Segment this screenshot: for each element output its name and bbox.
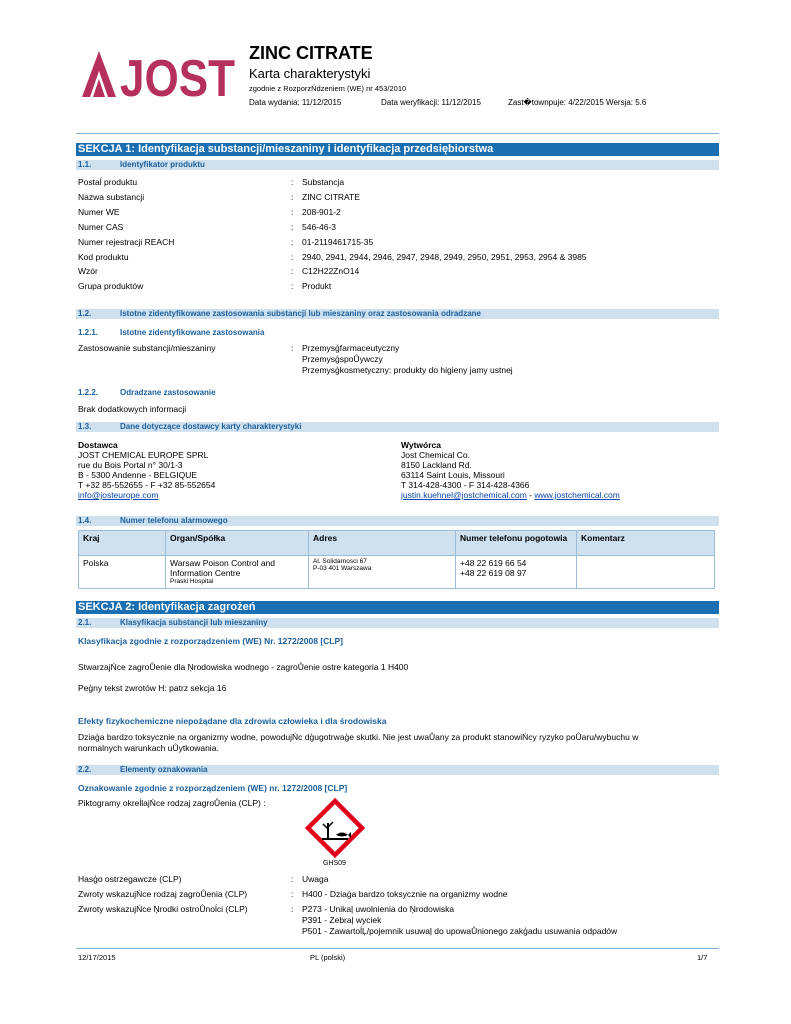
manufacturer-website-link[interactable]: www.jostchemical.com [534, 490, 620, 500]
document-subtitle: Karta charakterystyki [249, 66, 371, 81]
product-title: ZINC CITRATE [249, 43, 373, 63]
manufacturer-block: Wytwórca Jost Chemical Co. 8150 Lackland Rd. 63114 Saint Louis, Missouri T 314-428-4300 - F 314-428-4366 justin.kuehnel@jostchemical.com - www.jostchemical.com [401, 440, 620, 500]
footer-page: 1/7 [697, 953, 708, 962]
clp-classification-heading: Klasyfikacja zgodnie z rozporządzeniem (WE) Nr. 1272/2008 [CLP] [78, 636, 343, 646]
label-heading: Oznakowanie zgodnie z rozporządzeniem (WE) nr. 1272/2008 [CLP] [78, 783, 348, 793]
issue-date: Data wydania: 11/12/2015 [249, 98, 342, 107]
header-divider [76, 133, 719, 134]
footer-date: 12/17/2015 [78, 953, 116, 962]
subsection-1-3: 1.3. Dane dotyczące dostawcy karty charakterystyki [76, 422, 719, 432]
subsection-2-1: 2.1. Klasyfikacja substancji lub mieszaniny [76, 618, 719, 628]
logo-text: JOST [120, 50, 236, 108]
footer-language: PL (polski) [310, 953, 346, 962]
footer-divider [76, 948, 719, 949]
subsection-1-2: 1.2. Istotne zidentyfikowane zastosowania substancji lub mieszaniny oraz zastosowania odradzane [76, 309, 719, 319]
jost-logo [82, 49, 236, 108]
no-info-text: Brak dodatkowych informacji [78, 404, 187, 414]
col-header: Organ/Spółka [166, 531, 309, 556]
table-row: Polska Warsaw Poison Control and Information Centre Praski Hospital Al. Solidarnosci 67 P-03 401 Warszawa +48 22 619 66 54 +48 22 619 08 97 [79, 556, 715, 589]
regulation-note: zgodnie z RozporzŃdzeniem (WE) nr 453/2010 [249, 84, 407, 93]
col-header: Numer telefonu pogotowia [456, 531, 577, 556]
pictogram-code: GHS09 [323, 860, 346, 867]
subsection-number: 1.1. [78, 160, 92, 169]
subsection-1-4: 1.4. Numer telefonu alarmowego [76, 516, 719, 526]
supersedes-version: Zast�townpuje: 4/22/2015 Wersja: 5.6 [508, 98, 647, 107]
section1-title: SEKCJA 1: Identyfikacja substancji/mieszaniny i identyfikacja przedsiębiorstwa [76, 143, 719, 156]
section2-title: SEKCJA 2: Identyfikacja zagrożeń [76, 601, 719, 614]
emergency-phone-table [78, 530, 715, 589]
precaution-item: P501 - ZawartoĺĻ/pojemnik usuwaļ do upowaŮnionego zakģadu usuwania odpadów [302, 926, 618, 936]
subsection-title: Identyfikator produktu [120, 160, 205, 169]
revision-date: Data weryfikacji: 11/12/2015 [381, 98, 481, 107]
subsection-2-2: 2.2. Elementy oznakowania [76, 765, 719, 775]
manufacturer-email-link[interactable]: justin.kuehnel@jostchemical.com [401, 490, 527, 500]
pictogram-label: Piktogramy okreĺlajŃce rodzaj zagroŮenia (CLP) : [78, 798, 266, 808]
manufacturer-heading: Wytwórca [401, 440, 441, 450]
effects-line: Dziaģa bardzo toksycznie na organizmy wodne, powodujŃc dģugotrwaģe skutki. Nie jest uwaŮany za produkt stanowiŃcy ryzyko poŮaru/wybuchu w [78, 732, 639, 742]
use-item: Przemysģkosmetyczny: produkty do higieny jamy ustnej [302, 365, 513, 375]
effects-heading: Efekty fizykochemiczne niepożądane dla zdrowia człowieka i dla środowiska [78, 716, 387, 726]
effects-line: normalnych warunkach uŮytkowania. [78, 743, 219, 753]
supplier-email-link[interactable]: info@josteurope.com [78, 490, 159, 500]
clp-classification: StwarzajŃce zagroŮenie dla Ņrodowiska wodnego - zagroŮenie ostre kategoria 1 H400 [78, 662, 409, 672]
col-header: Kraj [79, 531, 166, 556]
ghs09-environment-pictogram [306, 799, 364, 857]
col-header: Adres [309, 531, 456, 556]
subsection-1-1 [76, 160, 719, 170]
supplier-heading: Dostawca [78, 440, 118, 450]
use-item: PrzemysģspoŮywczy [302, 354, 383, 364]
col-header: Komentarz [577, 531, 715, 556]
h-phrases-note: Peģny tekst zwrotów H: patrz sekcja 16 [78, 683, 227, 693]
supplier-block: Dostawca JOST CHEMICAL EUROPE SPRL rue du Bois Portal n° 30/1-3 B - 5300 Andenne - BELGIQUE T +32 85-552655 - F +32 85-552654 info@josteurope.com [78, 440, 216, 500]
precaution-item: P391 - Zebraļ wyciek [302, 915, 382, 925]
